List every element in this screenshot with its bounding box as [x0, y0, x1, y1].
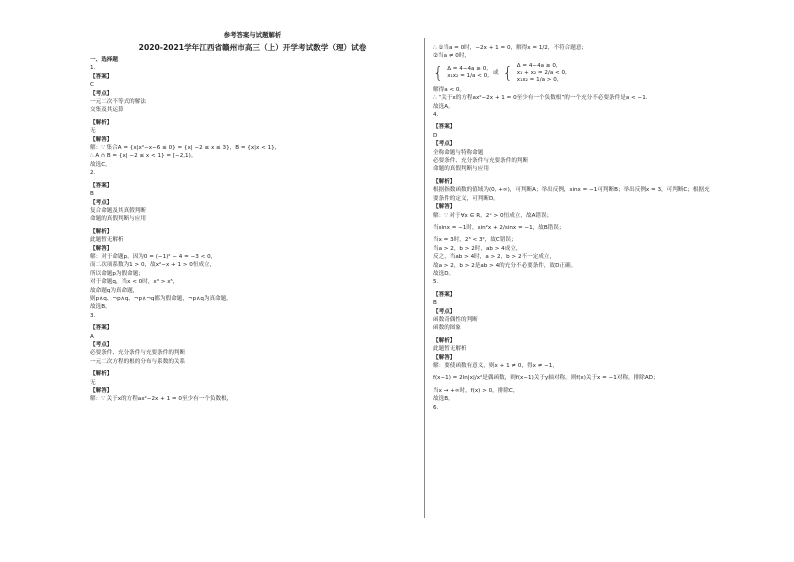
text-line: 故选A。 [433, 103, 454, 110]
text-line: 【解析】 [90, 228, 113, 235]
text-line: 所以命题p为假命题； [90, 270, 144, 277]
text-line: 解：∵ 关于x的方程ax²−2x + 1 = 0至少有一个负数根， [90, 396, 233, 403]
text-line: 6. [433, 404, 439, 411]
text-line: 【解答】 [433, 204, 456, 211]
text-line: 1. [90, 65, 96, 72]
text-line: 解得a < 0。 [433, 86, 466, 93]
text-line: 【答案】 [90, 325, 113, 332]
text-line: ∴ ①当a = 0时，−2x + 1 = 0，解得x = 1/2，不符合题意； [433, 45, 588, 51]
text-line: 命题的真假判断与应用 [90, 216, 146, 223]
system-left [447, 66, 489, 80]
text-line: 此题暂无解析 [90, 237, 124, 244]
text-line: 【解析】 [90, 119, 113, 126]
text-line: 【解答】 [90, 388, 113, 395]
text-line: 【考点】 [90, 199, 113, 206]
text-line: A [90, 333, 94, 340]
right-column [433, 44, 763, 412]
system-right [517, 63, 567, 84]
right-brace: { [502, 63, 513, 83]
system-right-line: x₁ + x₂ = 2/a < 0, [516, 69, 567, 76]
text-line: 【考点】 [433, 308, 456, 315]
text-line: B [90, 191, 94, 198]
text-line: 解：要使函数有意义，则x + 1 ≠ 0，得x ≠ −1， [433, 363, 559, 369]
text-line: 【解析】 [433, 337, 456, 344]
text-line: 4. [433, 112, 439, 119]
left-brace: { [433, 63, 444, 83]
system-connector: 或 [493, 70, 499, 77]
text-line: 3. [90, 312, 96, 319]
text-line: 【答案】 [90, 73, 113, 80]
text-line: 解：对于命题p，因为0 = (−1)² − 4 = −3 < 0， [90, 253, 217, 260]
text-line: 函数奇偶性的判断 [433, 316, 478, 323]
text-line: 【解答】 [433, 354, 456, 361]
text-line: 故命题q为真命题， [90, 287, 139, 294]
system-left-line: Δ = 4−4a ≥ 0, [447, 66, 489, 73]
text-line: 【答案】 [90, 182, 113, 189]
text-line: 故选C。 [90, 161, 111, 168]
system-right-line: x₁x₂ = 1/a > 0, [516, 76, 559, 83]
text-line: 【解析】 [433, 178, 456, 185]
text-line: 则p∧q、¬p∧q、¬p∧¬q都为假命题，¬p∧q为真命题。 [90, 295, 232, 302]
text-line: 故a > 2，b > 2是ab > 4的充分不必要条件，故D正确。 [433, 262, 577, 269]
column-divider [424, 38, 425, 518]
text-line: 无 [90, 379, 96, 386]
text-line: ∴ A ∩ B = {x| −2 ≤ x < 1} = [−2,1)。 [90, 153, 197, 160]
text-line: 【考点】 [433, 141, 456, 148]
text-line: 要条件的定义，可判断D。 [433, 195, 499, 202]
text-line: 当x = 3时，2³ < 3²，故C错误； [433, 237, 517, 244]
text-line: 故选B。 [90, 304, 111, 311]
text-line: B [433, 300, 437, 307]
text-line: ②当a ≠ 0时， [433, 53, 471, 60]
text-line: 当x → +∞时，f(x) > 0，排除C， [433, 387, 519, 394]
text-line: 必要条件、充分条件与充要条件的判断 [90, 350, 186, 357]
text-line: 【答案】 [433, 124, 456, 131]
text-line: 当a > 2，b > 2时，ab > 4成立， [433, 245, 522, 252]
text-line: 故选D。 [433, 270, 455, 277]
right-column-main [433, 86, 763, 412]
right-column-top [433, 44, 763, 61]
text-line: 一元二次方程的根的分布与系数的关系 [90, 358, 186, 365]
text-line: 根据指数函数的值域为(0, +∞)，可判断A；举出反例，sinx = −1可判断B；举出反例x = 3，可判断C；根据充 [433, 187, 710, 194]
text-line: 【考点】 [90, 90, 113, 97]
text-line: 一元二次不等式的解法 [90, 99, 146, 106]
left-column [90, 56, 415, 404]
text-line: ∴ “关于x的方程ax²−2x + 1 = 0至少有一个负数根”的一个充分不必要条件是a < −1. [433, 95, 648, 102]
text-line: 【答案】 [433, 291, 456, 298]
page-title: 参考答案与试题解析 [223, 31, 282, 39]
text-line: 5. [433, 279, 439, 286]
text-line: 2. [90, 170, 96, 177]
text-line: 命题的真假判断与应用 [433, 166, 489, 173]
system-left-line: x₁x₂ = 1/a < 0, [447, 73, 489, 80]
text-line: D [433, 132, 438, 139]
text-line: 复合命题及其真假判断 [90, 207, 146, 214]
text-line: 一、选择题 [90, 57, 118, 63]
text-line: 【考点】 [90, 342, 113, 348]
text-line: 函数的图象 [433, 325, 461, 332]
text-line: 故选B。 [433, 396, 454, 403]
text-line: 【解答】 [90, 136, 113, 143]
text-line: 对于命题q，当x < 0时，x³ > x⁵， [90, 279, 179, 286]
system-right-line: Δ = 4−4a ≥ 0, [516, 62, 558, 69]
text-line: 全称命题与特称命题 [433, 149, 484, 156]
text-line: f(x−1) = 2ln|x|/x²是偶函数，则f(x−1)关于y轴对称，则f(x)关于x = −1对称，排除AD； [433, 375, 659, 382]
text-line: 无 [90, 128, 96, 135]
text-line: 【解析】 [90, 371, 113, 378]
text-line: 【解答】 [90, 245, 113, 252]
text-line: 当sinx = −1时，sin²x + 2/sinx = −1，故B错误； [433, 224, 565, 231]
text-line: 交集及其运算 [90, 107, 124, 114]
exam-title: 2020-2021学年江西省赣州市高三（上）开学考试数学（理）试卷 [138, 43, 367, 52]
text-line: 必要条件、充分条件与充要条件的判断 [433, 158, 529, 165]
inequality-system [433, 63, 763, 84]
text-line: 反之，当ab > 4时，a > 2，b > 2不一定成立， [433, 254, 556, 261]
text-line: 解：∵ 对于∀x ∈ R，2ˣ > 0恒成立，故A错误； [433, 212, 553, 219]
text-line: C [90, 82, 94, 89]
text-line: 而二次项系数为1 > 0，故x²−x + 1 > 0恒成立， [90, 262, 216, 269]
text-line: 此题暂无解析 [433, 346, 467, 353]
text-line: 解：∵ 集合A = {x|x²−x−6 ≤ 0} = {x| −2 ≤ x ≤ 3}，B = {x|x < 1}， [90, 145, 281, 152]
